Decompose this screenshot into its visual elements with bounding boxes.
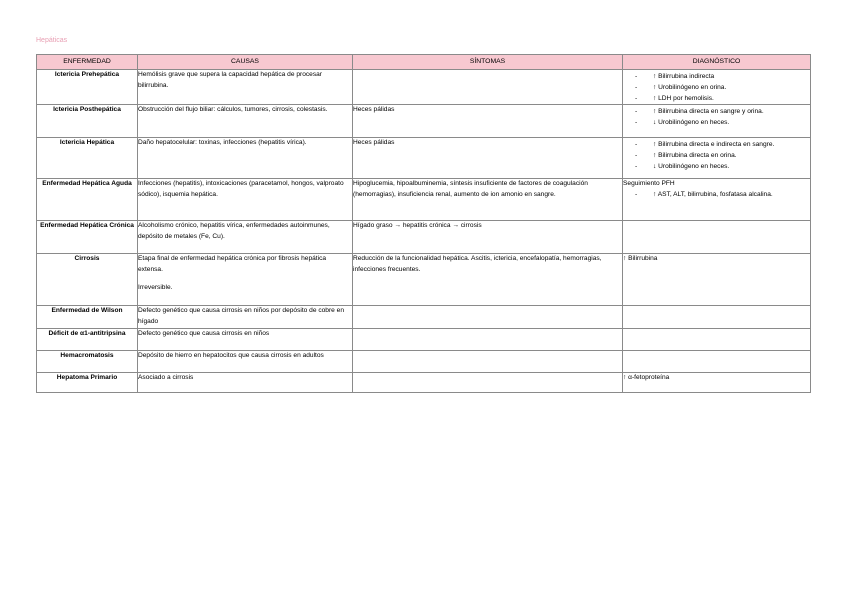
- causes-cell: [138, 70, 353, 105]
- diagnosis-heading: Seguimiento PFH: [623, 180, 675, 188]
- header-disease: ENFERMEDAD: [37, 55, 138, 70]
- header-causes: CAUSAS: [138, 55, 353, 70]
- diagnosis-list: [623, 140, 810, 172]
- diagnosis-cell: [623, 105, 811, 138]
- disease-cell: Hepatoma Primario: [37, 372, 138, 392]
- diagnosis-item: - ↑ Bilirrubina directa en sangre y orina.: [623, 107, 810, 118]
- causes-paragraph: Asociado a cirrosis: [138, 373, 194, 381]
- diagnosis-item: - ↑ Urobilinógeno en orina.: [623, 83, 810, 94]
- symptoms-cell: Reducción de la funcionalidad hepática. Ascitis, ictericia, encefalopatía, hemorragias, infecciones frecuentes.: [353, 254, 623, 306]
- disease-cell: Enfermedad de Wilson: [37, 306, 138, 329]
- header-symptoms: SÍNTOMAS: [353, 55, 623, 70]
- table-row: [37, 372, 811, 392]
- causes-paragraph: Alcoholismo crónico, hepatitis vírica, enfermedades autoinmunes, depósito de metales (Fe, Cu).: [138, 222, 330, 241]
- diagnosis-cell: [623, 221, 811, 254]
- disease-cell: Ictericia Hepática: [37, 138, 138, 179]
- table-row: [37, 254, 811, 306]
- diagnosis-cell: [623, 328, 811, 350]
- diagnosis-cell: [623, 70, 811, 105]
- diagnosis-item: - ↓ Urobilinógeno en heces.: [623, 118, 810, 129]
- symptoms-cell: Hipoglucemia, hipoalbuminemia, síntesis insuficiente de factores de coagulación (hemorragias), insuficiencia renal, aumento de ion amonio en sangre.: [353, 179, 623, 221]
- disease-cell: Enfermedad Hepática Crónica: [37, 221, 138, 254]
- table-body: [37, 70, 811, 393]
- symptoms-cell: [353, 328, 623, 350]
- causes-paragraph: Hemólisis grave que supera la capacidad hepática de procesar bilirrubina.: [138, 71, 323, 89]
- causes-cell: [138, 221, 353, 254]
- diagnosis-item: - ↑ AST, ALT, bilirrubina, fosfatasa alcalina.: [623, 190, 810, 201]
- symptoms-cell: Hígado graso → hepatitis crónica → cirrosis: [353, 221, 623, 254]
- diagnosis-cell: [623, 254, 811, 306]
- causes-paragraph: Etapa final de enfermedad hepática crónica por fibrosis hepática extensa.: [138, 255, 327, 274]
- causes-paragraph: Defecto genético que causa cirrosis en niños por depósito de cobre en hígado: [138, 307, 344, 326]
- table-row: [37, 221, 811, 254]
- liver-disease-table: [36, 54, 811, 393]
- causes-cell: [138, 179, 353, 221]
- diagnosis-list: [623, 190, 810, 201]
- table-row: [37, 105, 811, 138]
- symptoms-cell: Heces pálidas: [353, 105, 623, 138]
- disease-cell: Cirrosis: [37, 254, 138, 306]
- causes-cell: [138, 254, 353, 306]
- causes-cell: [138, 350, 353, 372]
- disease-cell: Ictericia Prehepática: [37, 70, 138, 105]
- table-header-row: [37, 55, 811, 70]
- symptoms-cell: Heces pálidas: [353, 138, 623, 179]
- header-diagnosis: DIAGNÓSTICO: [623, 55, 811, 70]
- table-row: [37, 328, 811, 350]
- causes-cell: [138, 306, 353, 329]
- causes-paragraph: Daño hepatocelular: toxinas, infecciones (hepatitis vírica).: [138, 139, 307, 147]
- table-row: [37, 70, 811, 105]
- symptoms-cell: [353, 372, 623, 392]
- causes-paragraph: Obstrucción del flujo biliar: cálculos, tumores, cirrosis, colestasis.: [138, 106, 328, 114]
- diagnosis-item: - ↑ Bilirrubina directa en orina.: [623, 151, 810, 162]
- table-row: [37, 350, 811, 372]
- diagnosis-item: - ↑ Bilirrubina directa e indirecta en sangre.: [623, 140, 810, 151]
- causes-cell: [138, 372, 353, 392]
- diagnosis-list: [623, 72, 810, 104]
- causes-paragraph: Defecto genético que causa cirrosis en niños: [138, 329, 270, 337]
- diagnosis-cell: [623, 138, 811, 179]
- diagnosis-heading: ↑ α-fetoproteína: [623, 373, 670, 381]
- table-row: [37, 306, 811, 329]
- causes-paragraph: Infecciones (hepatitis), intoxicaciones (paracetamol, hongos, valproato sódico), isquemia hepática.: [138, 180, 344, 199]
- table-row: [37, 138, 811, 179]
- diagnosis-cell: [623, 350, 811, 372]
- diagnosis-cell: [623, 179, 811, 221]
- table-row: [37, 179, 811, 221]
- disease-cell: Enfermedad Hepática Aguda: [37, 179, 138, 221]
- causes-cell: [138, 328, 353, 350]
- causes-paragraph: Irreversible.: [138, 283, 173, 291]
- symptoms-cell: [353, 350, 623, 372]
- symptoms-cell: [353, 70, 623, 105]
- disease-cell: Déficit de α1-antitripsina: [37, 328, 138, 350]
- causes-paragraph: Depósito de hierro en hepatocitos que causa cirrosis en adultos: [138, 351, 324, 359]
- diagnosis-cell: [623, 372, 811, 392]
- section-title: Hepáticas: [36, 37, 68, 44]
- diagnosis-item: - ↑ Bilirrubina indirecta: [623, 72, 810, 83]
- diagnosis-cell: [623, 306, 811, 329]
- diagnosis-heading: ↑ Bilirrubina: [623, 255, 658, 263]
- disease-cell: Ictericia Posthepática: [37, 105, 138, 138]
- diagnosis-item: - ↓ Urobilinógeno en heces.: [623, 162, 810, 173]
- disease-cell: Hemacromatosis: [37, 350, 138, 372]
- causes-cell: [138, 138, 353, 179]
- causes-cell: [138, 105, 353, 138]
- diagnosis-item: - ↑ LDH por hemolisis.: [623, 94, 810, 105]
- diagnosis-list: [623, 107, 810, 129]
- symptoms-cell: [353, 306, 623, 329]
